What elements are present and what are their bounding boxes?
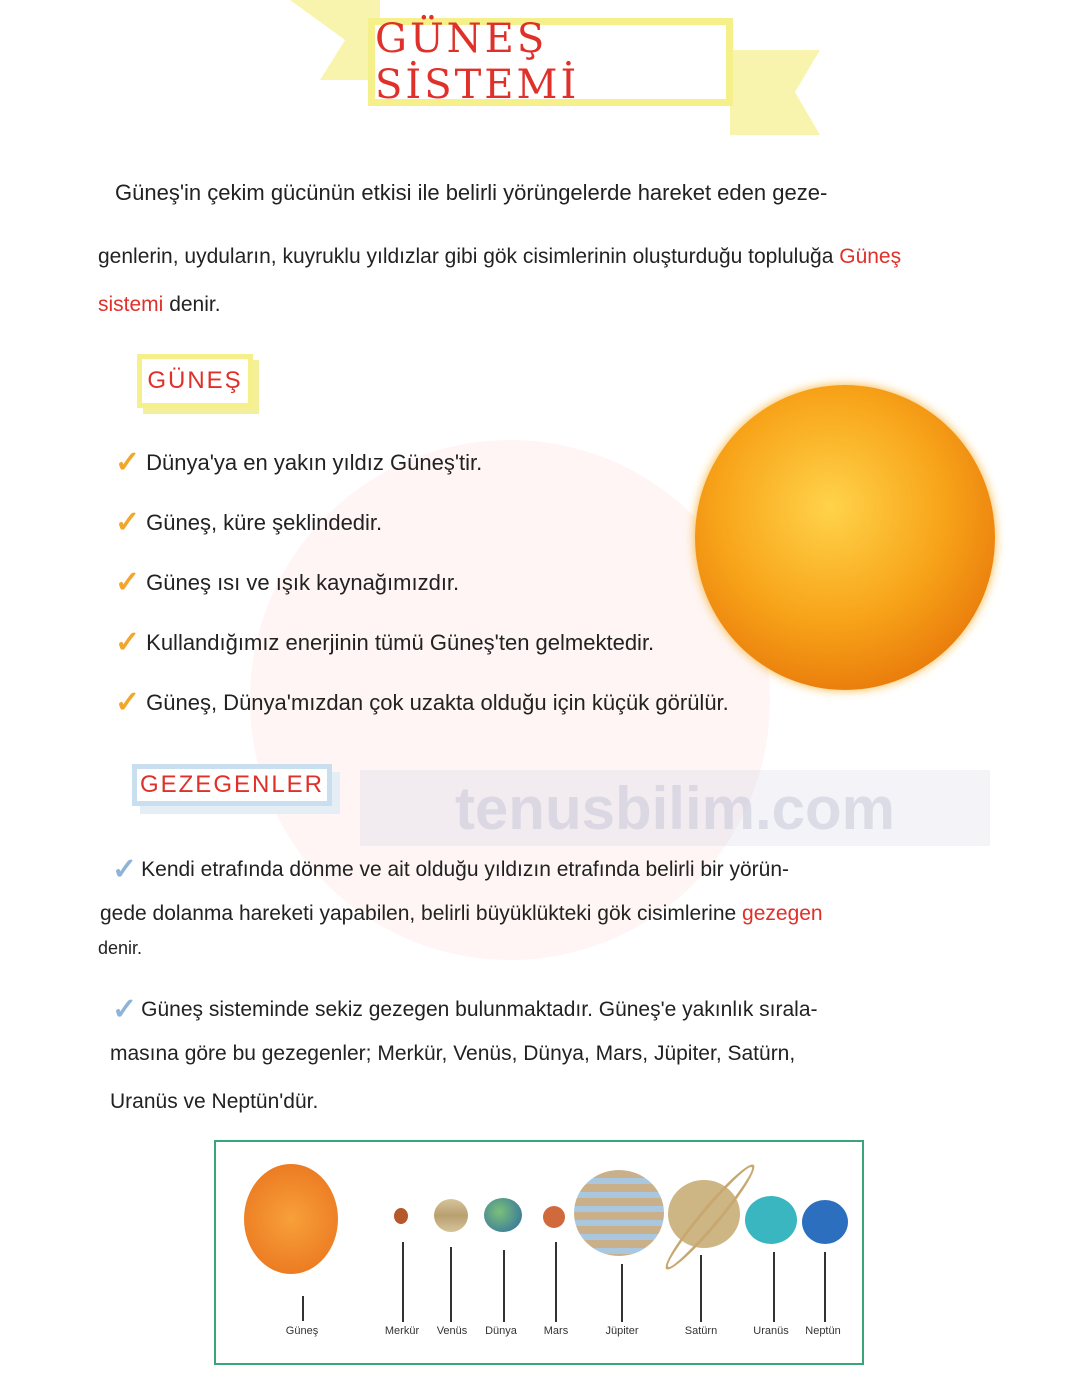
sun-bullet (115, 505, 382, 540)
planets-p1-line-2 (100, 902, 823, 926)
pointer-line (621, 1264, 623, 1322)
label-dunya: Dünya (485, 1325, 517, 1337)
mars-image (543, 1206, 565, 1228)
label-saturn: Satürn (684, 1325, 718, 1337)
pointer-line (555, 1242, 557, 1322)
uranus-image (745, 1196, 797, 1244)
planets-heading (132, 764, 332, 806)
bullet-text: Dünya'ya en yakın yıldız Güneş'tir. (146, 449, 483, 475)
intro-text: denir. (169, 293, 221, 316)
check-icon: ✓ (115, 506, 141, 539)
intro-line-1: Güneş'in çekim gücünün etkisi ile belirli yörüngelerde hareket eden geze- (115, 180, 828, 205)
mercury-image (394, 1208, 408, 1224)
p2-text: Güneş sisteminde sekiz gezegen bulunmaktadır. Güneş'e yakınlık sırala- (141, 997, 818, 1021)
pointer-line (402, 1242, 404, 1322)
planets-p1-line-1 (112, 852, 789, 887)
p1-text: gede dolanma hareketi yapabilen, belirli büyüklükteki gök cisimlerine (100, 902, 737, 925)
check-icon: ✓ (112, 993, 138, 1026)
pointer-line (773, 1252, 775, 1322)
sun-bullet (115, 625, 654, 660)
check-icon: ✓ (115, 566, 141, 599)
sun-heading-text: GÜNEŞ (147, 367, 243, 394)
pointer-line (700, 1255, 702, 1322)
label-merkur: Merkür (384, 1325, 420, 1337)
label-mars: Mars (543, 1325, 569, 1337)
watermark: tenusbilim.com (360, 770, 990, 846)
pointer-line (824, 1252, 826, 1322)
intro-text: genlerin, uyduların, kuyruklu yıldızlar gibi gök cisimlerinin oluşturduğu topluluğa (98, 245, 834, 268)
intro-highlight: sistemi (98, 293, 164, 316)
bullet-text: Güneş ısı ve ışık kaynağımızdır. (146, 569, 460, 595)
earth-image (484, 1198, 522, 1232)
sun-heading (137, 354, 253, 408)
sun-planet-image (244, 1164, 338, 1274)
planets-p1-line-3: denir. (98, 938, 143, 958)
title-banner (368, 18, 733, 106)
bullet-text: Güneş, küre şeklindedir. (146, 509, 383, 535)
intro-highlight: Güneş (839, 245, 902, 268)
planets-p2-line-2: masına göre bu gezegenler; Merkür, Venüs, Dünya, Mars, Jüpiter, Satürn, (110, 1042, 796, 1065)
label-uranus: Uranüs (753, 1325, 789, 1337)
page-title: GÜNEŞ SİSTEMİ (375, 16, 580, 108)
venus-image (434, 1199, 468, 1232)
sun-bullet (115, 565, 459, 600)
sun-bullet (115, 445, 482, 480)
p1-text: Kendi etrafında dönme ve ait olduğu yıldızın etrafında belirli bir yörün- (141, 857, 790, 881)
solar-system-figure (214, 1140, 864, 1365)
check-icon: ✓ (115, 686, 141, 719)
pointer-line (302, 1296, 304, 1321)
intro-line-2 (98, 245, 901, 269)
intro-line-3 (98, 293, 221, 317)
planets-heading-text: GEZEGENLER (139, 771, 325, 798)
planets-p2-line-1 (112, 992, 818, 1027)
sun-bullet (115, 685, 729, 720)
sun-image (695, 385, 995, 690)
label-jupiter: Jüpiter (605, 1325, 639, 1337)
label-neptun: Neptün (805, 1325, 841, 1337)
check-icon: ✓ (115, 626, 141, 659)
planets-p2-line-3: Uranüs ve Neptün'dür. (110, 1090, 319, 1113)
bullet-text: Kullandığımız enerjinin tümü Güneş'ten gelmektedir. (146, 629, 655, 655)
neptune-image (802, 1200, 848, 1244)
label-gunes: Güneş (285, 1325, 319, 1337)
check-icon: ✓ (115, 446, 141, 479)
jupiter-image (574, 1170, 664, 1256)
check-icon: ✓ (112, 853, 138, 886)
pointer-line (503, 1250, 505, 1322)
bullet-text: Güneş, Dünya'mızdan çok uzakta olduğu için küçük görülür. (146, 689, 729, 715)
label-venus: Venüs (436, 1325, 468, 1337)
pointer-line (450, 1247, 452, 1322)
p1-highlight: gezegen (742, 902, 823, 925)
